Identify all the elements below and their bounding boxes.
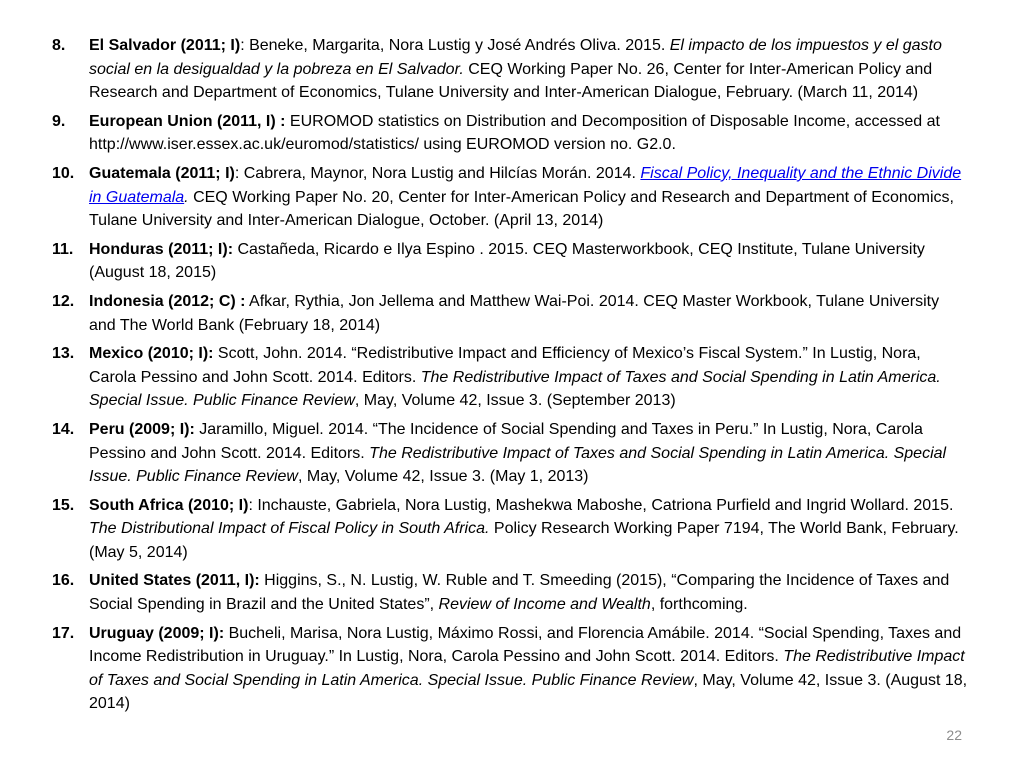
reference-number: 13. <box>52 345 75 363</box>
reference-item <box>52 342 968 413</box>
reference-number: 17. <box>52 624 75 642</box>
reference-country: European Union (2011, I) : <box>89 112 286 130</box>
reference-text: : Cabrera, Maynor, Nora Lustig and Hilcías Morán. 2014. <box>234 164 641 182</box>
reference-country: United States (2011, I): <box>89 572 260 590</box>
reference-number: 15. <box>52 496 75 514</box>
reference-text: CEQ Working Paper No. 26, Center for Inter-American Policy and Research and Department of Economics, Tulane University and Inter-American Dialogue, February. (March 11, 2014) <box>89 60 933 102</box>
reference-item <box>52 162 968 233</box>
reference-title: . <box>184 188 189 206</box>
page-number: 22 <box>946 727 962 743</box>
reference-title: The Redistributive Impact of Taxes and Social Spending in Latin America. Special Issue. Public Finance Review <box>89 444 947 486</box>
reference-item <box>52 494 968 565</box>
reference-text: : Inchauste, Gabriela, Nora Lustig, Mashekwa Maboshe, Catriona Purfield and Ingrid Wollard. 2015. <box>248 496 954 514</box>
reference-text: , May, Volume 42, Issue 3. (September 2013) <box>354 392 676 410</box>
reference-title: The Distributional Impact of Fiscal Policy in South Africa. <box>89 520 490 538</box>
reference-country: Honduras (2011; I): <box>89 240 234 258</box>
reference-number: 9. <box>52 112 66 130</box>
reference-text: CEQ Working Paper No. 20, Center for Inter-American Policy and Research and Department of Economics, Tulane University and Inter-American Dialogue, October. (April 13, 2014) <box>89 188 954 230</box>
reference-title: El impacto de los impuestos y el gasto social en la desigualdad y la pobreza en El Salvador. <box>89 37 942 78</box>
reference-text: Bucheli, Marisa, Nora Lustig, Máximo Rossi, and Florencia Amábile. 2014. “Social Spending, Taxes and Income Redistribution in Uruguay.” In Lustig, Nora, Carola Pessino and John Scott. 2014. Editors. <box>89 624 962 666</box>
reference-item <box>52 569 968 616</box>
reference-country: South Africa (2010; I) <box>89 496 249 514</box>
reference-country: Mexico (2010; I): <box>89 345 214 363</box>
reference-text: Higgins, S., N. Lustig, W. Ruble and T. Smeeding (2015), “Comparing the Incidence of Taxes and Social Spending in Brazil and the United States”, <box>89 572 950 614</box>
reference-text: , forthcoming. <box>650 596 748 614</box>
reference-country: Indonesia (2012; C) : <box>89 292 246 310</box>
reference-country: Peru (2009; I): <box>89 420 195 438</box>
reference-list <box>52 34 968 721</box>
reference-country: Uruguay (2009; I): <box>89 624 225 642</box>
reference-number: 16. <box>52 572 75 590</box>
reference-item <box>52 238 968 285</box>
reference-item <box>52 290 968 337</box>
reference-number: 14. <box>52 420 75 438</box>
reference-country: Guatemala (2011; I) <box>89 164 235 182</box>
reference-item <box>52 622 968 716</box>
reference-text: : Beneke, Margarita, Nora Lustig y José Andrés Oliva. 2015. <box>240 37 670 54</box>
reference-title: Review of Income and Wealth <box>438 596 651 614</box>
reference-link[interactable]: Fiscal Policy, Inequality and the Ethnic Divide in Guatemala <box>89 164 962 206</box>
reference-number: 8. <box>52 37 66 54</box>
reference-text: Afkar, Rythia, Jon Jellema and Matthew Wai-Poi. 2014. CEQ Master Workbook, Tulane University and The World Bank (February 18, 2014) <box>89 292 940 334</box>
reference-number: 12. <box>52 292 75 310</box>
reference-title: The Redistributive Impact of Taxes and Social Spending in Latin America. Special Issue. Public Finance Review <box>89 648 965 689</box>
reference-item <box>52 418 968 489</box>
reference-title: The Redistributive Impact of Taxes and Social Spending in Latin America. Special Issue. Public Finance Review <box>89 368 941 410</box>
reference-text: Castañeda, Ricardo e Ilya Espino . 2015. CEQ Masterworkbook, CEQ Institute, Tulane University (August 18, 2015) <box>89 240 925 282</box>
reference-text: , May, Volume 42, Issue 3. (August 18, 2014) <box>89 671 968 713</box>
reference-item <box>52 34 968 105</box>
reference-text: Scott, John. 2014. “Redistributive Impact and Efficiency of Mexico’s Fiscal System.” In Lustig, Nora, Carola Pessino and John Scott. 2014. Editors. <box>89 345 921 386</box>
reference-number: 10. <box>52 164 75 182</box>
reference-text: , May, Volume 42, Issue 3. (May 1, 2013) <box>297 468 589 486</box>
reference-text: Jaramillo, Miguel. 2014. “The Incidence of Social Spending and Taxes in Peru.” In Lustig, Nora, Carola Pessino and John Scott. 2014. Editors. <box>89 420 923 462</box>
reference-text: EUROMOD statistics on Distribution and Decomposition of Disposable Income, accessed at http://www.iser.essex.ac.uk/euromod/statistics/ using EUROMOD version no. G2.0. <box>89 112 940 154</box>
reference-country: El Salvador (2011; I) <box>89 37 241 54</box>
reference-text: Policy Research Working Paper 7194, The World Bank, February. (May 5, 2014) <box>89 520 959 561</box>
reference-number: 11. <box>52 240 74 258</box>
reference-item <box>52 110 968 157</box>
